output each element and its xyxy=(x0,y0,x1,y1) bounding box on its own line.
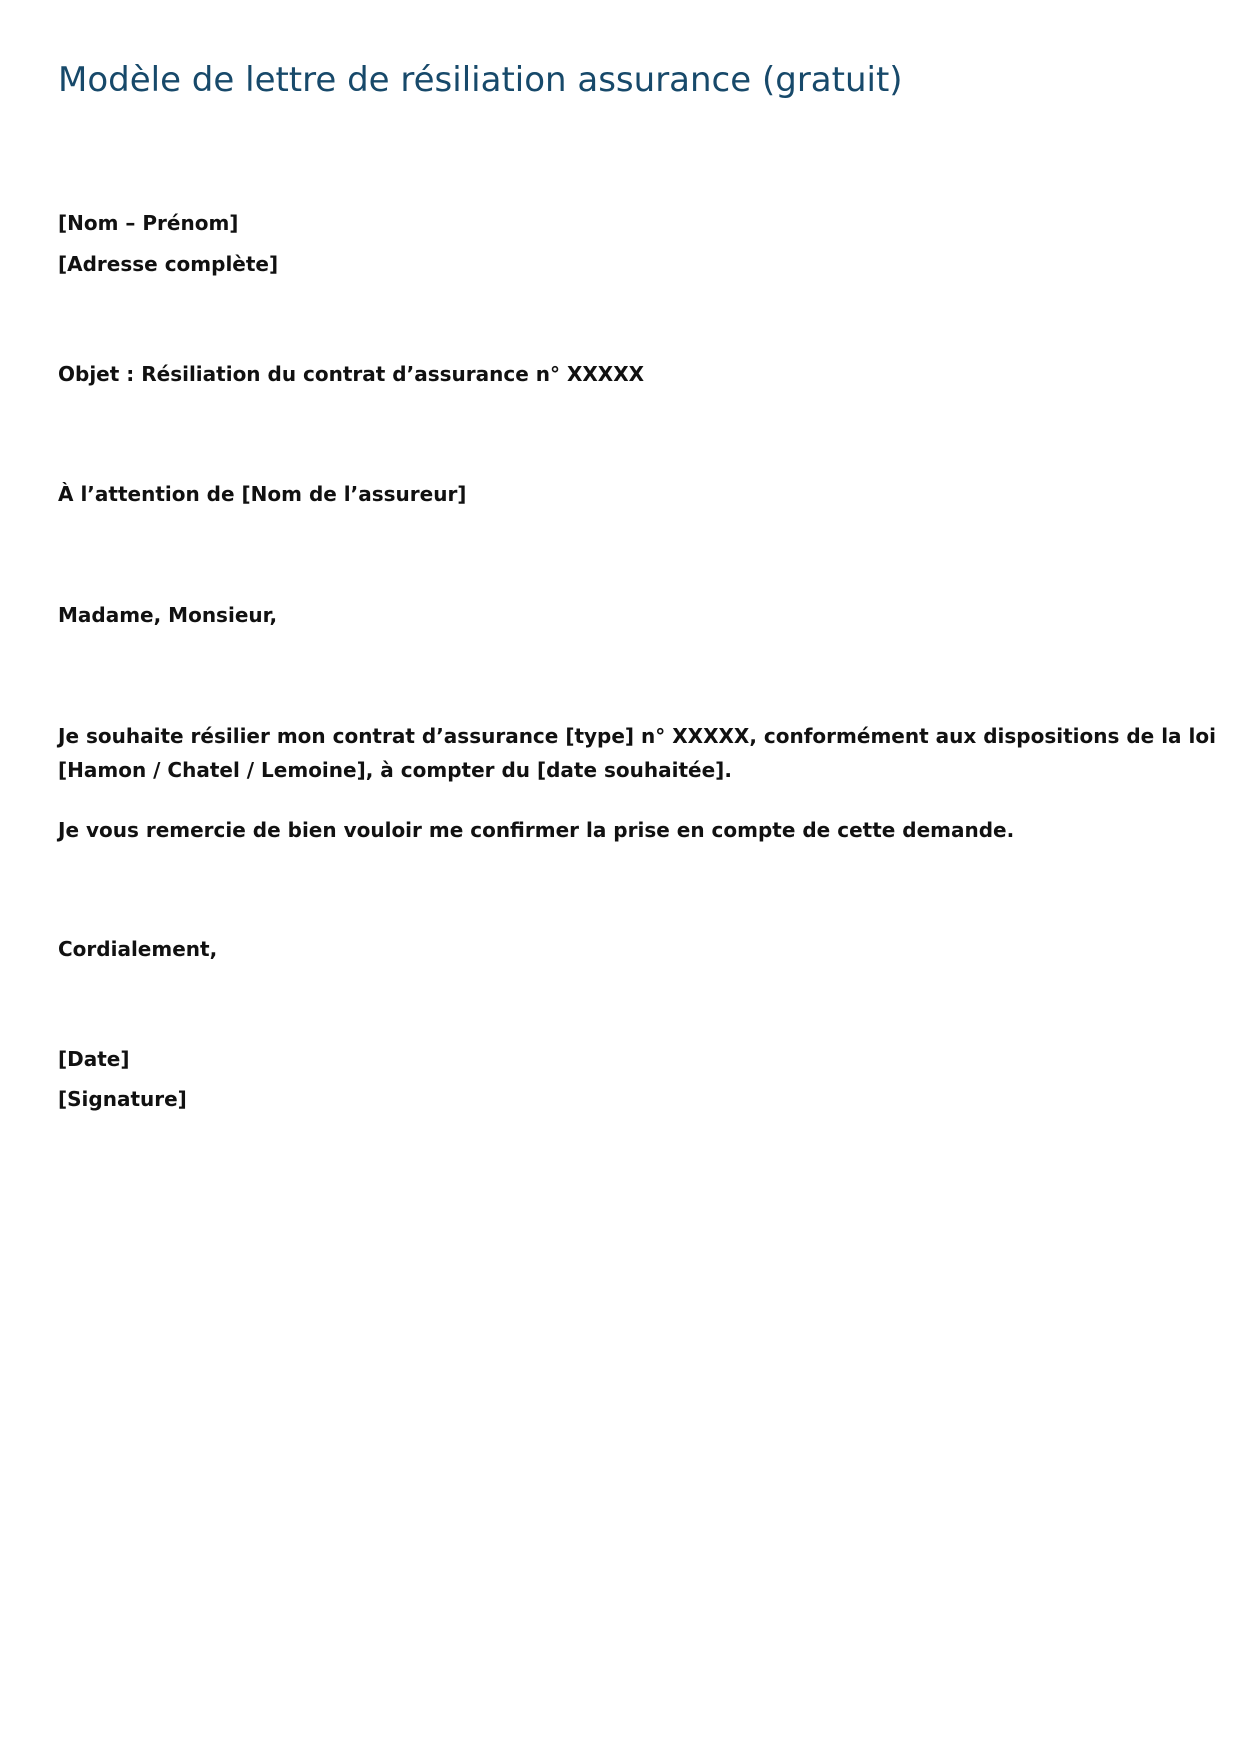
body-paragraph-1-line-1: Je souhaite résilier mon contrat d’assurance [type] n° XXXXX, conformément aux dispositions de la loi xyxy=(58,724,1216,748)
sender-address: [Adresse complète] xyxy=(58,252,279,276)
body-paragraph-1-line-2: [Hamon / Chatel / Lemoine], à compter du [date souhaitée]. xyxy=(58,758,732,782)
letter-date: [Date] xyxy=(58,1047,130,1071)
letter-subject: Objet : Résiliation du contrat d’assurance n° XXXXX xyxy=(58,362,645,386)
document-title: Modèle de lettre de résiliation assurance (gratuit) xyxy=(58,60,903,100)
signature: [Signature] xyxy=(58,1087,187,1111)
salutation: Madame, Monsieur, xyxy=(58,603,278,627)
body-paragraph-1 xyxy=(58,719,1216,787)
sender-name: [Nom – Prénom] xyxy=(58,211,239,235)
body-paragraph-2: Je vous remercie de bien vouloir me confirmer la prise en compte de cette demande. xyxy=(58,818,1015,842)
closing: Cordialement, xyxy=(58,937,218,961)
recipient-attention: À l’attention de [Nom de l’assureur] xyxy=(58,482,467,506)
